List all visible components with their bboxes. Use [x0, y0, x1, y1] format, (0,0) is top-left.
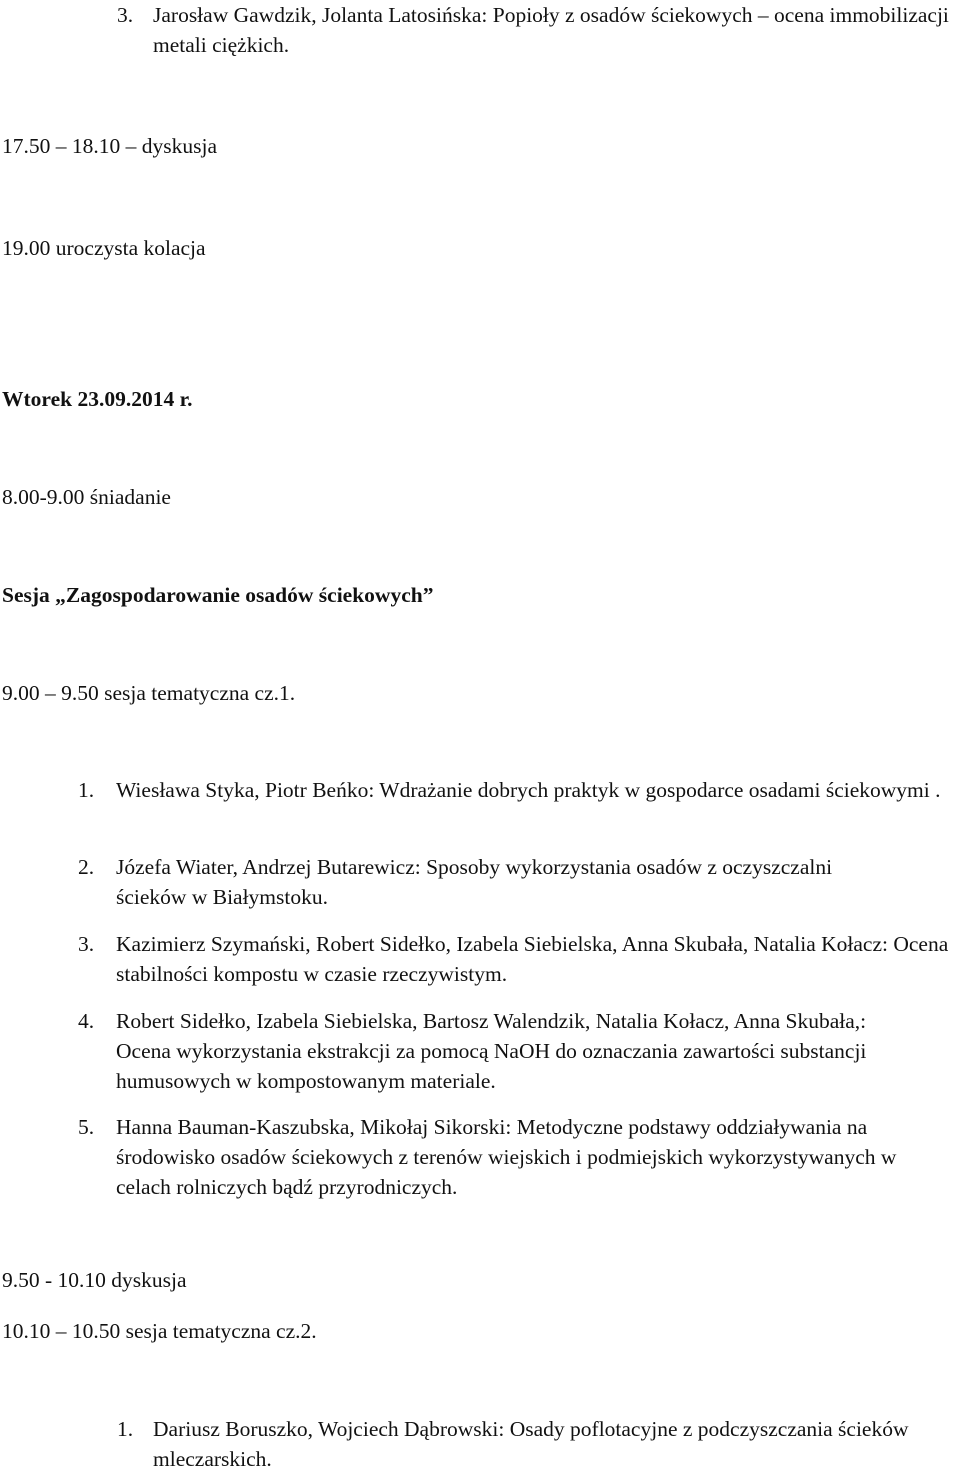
day-header: Wtorek 23.09.2014 r.	[2, 387, 193, 411]
list-item-text: Dariusz Boruszko, Wojciech Dąbrowski: Osady poflotacyjne z podczyszczania ścieków mleczarskich.	[153, 1417, 909, 1471]
breakfast-time: 8.00-9.00 śniadanie	[2, 485, 171, 509]
session-part-header: 10.10 – 10.50 sesja tematyczna cz.2.	[2, 1319, 317, 1343]
list-item-number: 2.	[78, 855, 95, 879]
list-item	[78, 929, 958, 989]
list-item	[78, 1112, 958, 1202]
list-item-text: Wiesława Styka, Piotr Beńko: Wdrażanie dobrych praktyk w gospodarce osadami ściekowymi .	[116, 778, 941, 802]
list-item-number: 4.	[78, 1009, 95, 1033]
list-item-number: 3.	[117, 3, 134, 27]
list-item-number: 3.	[78, 932, 95, 956]
list-item-number: 5.	[78, 1115, 95, 1139]
list-item-text: Jarosław Gawdzik, Jolanta Latosińska: Popioły z osadów ściekowych – ocena immobilizacji metali ciężkich.	[153, 3, 949, 57]
dinner-time: 19.00 uroczysta kolacja	[2, 236, 206, 260]
list-item-number: 1.	[78, 778, 95, 802]
session-part-header: 9.00 – 9.50 sesja tematyczna cz.1.	[2, 681, 296, 705]
discussion-time: 17.50 – 18.10 – dyskusja	[2, 134, 217, 158]
list-item-text: Józefa Wiater, Andrzej Butarewicz: Sposoby wykorzystania osadów z oczyszczalni ścieków w Białymstoku.	[116, 855, 833, 909]
list-item	[78, 852, 958, 912]
session-title: Sesja „Zagospodarowanie osadów ściekowych”	[2, 583, 434, 607]
discussion-time: 9.50 - 10.10 dyskusja	[2, 1268, 187, 1292]
list-item	[78, 1006, 958, 1096]
list-item-number: 1.	[117, 1417, 134, 1441]
list-item-text: Kazimierz Szymański, Robert Sidełko, Izabela Siebielska, Anna Skubała, Natalia Kołacz: Ocena stabilności kompostu w czasie rzeczywistym.	[116, 932, 949, 986]
list-item-text: Robert Sidełko, Izabela Siebielska, Bartosz Walendzik, Natalia Kołacz, Anna Skubała,: Ocena wykorzystania ekstrakcji za pomocą NaOH do oznaczania zawartości substancji humusowych w kompostowanym materiale.	[116, 1009, 867, 1093]
list-item	[78, 775, 958, 835]
list-item	[117, 0, 957, 60]
list-item	[117, 1414, 957, 1471]
list-item-text: Hanna Bauman-Kaszubska, Mikołaj Sikorski: Metodyczne podstawy oddziaływania na środowisko osadów ściekowych z terenów wiejskich i podmiejskich wykorzystywanych w celach rolniczych bądź przyrodniczych.	[116, 1115, 897, 1199]
